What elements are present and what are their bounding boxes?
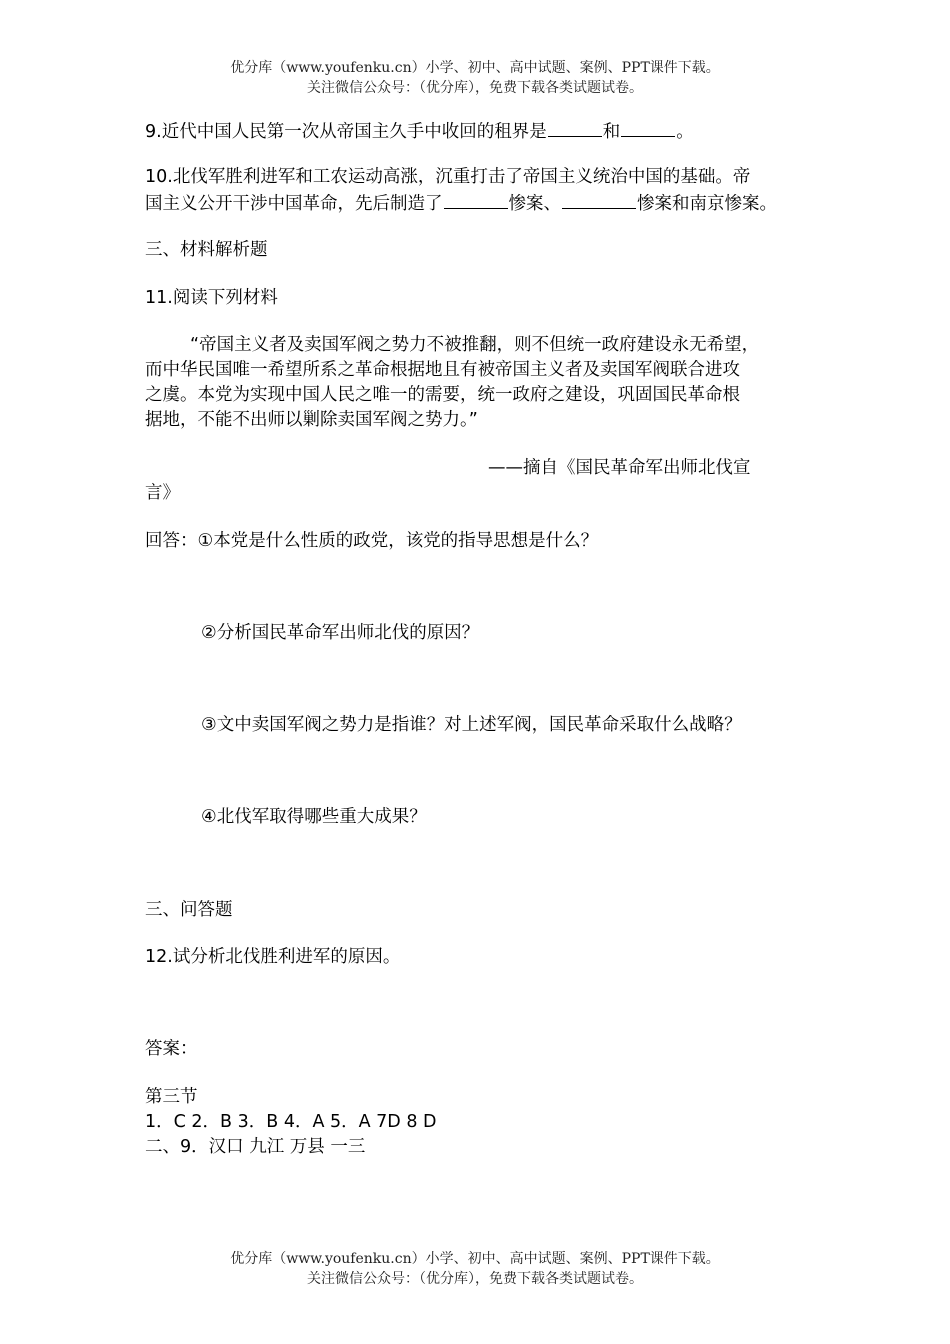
q9-text-a: 9.近代中国人民第一次从帝国主久手中收回的租界是 [145,122,547,142]
answers-line-1: 1．C 2．B 3．B 4．A 5．A 7D 8 D [145,1112,437,1132]
q10-blank-2[interactable] [562,190,636,209]
q10-text-a: 国主义公开干涉中国革命，先后制造了 [145,194,443,214]
q10-text-b: 惨案、 [508,194,561,214]
section-heading-material: 三、材料解析题 [145,240,268,260]
quote-source-end: 言》 [145,483,180,503]
q10-text-c: 惨案和南京惨案。 [637,194,777,214]
question-11-sub-1 [145,529,815,554]
quote-line-1: “帝国主义者及卖国军阀之势力不被推翻，则不但统一政府建设永无希望， [190,335,760,355]
q9-blank-2[interactable] [621,118,675,137]
question-11-title: 11.阅读下列材料 [145,288,278,308]
q10-blank-1[interactable] [444,190,508,209]
section-heading-qa: 三、问答题 [145,900,233,920]
question-9 [145,118,815,145]
quote-line-2: 而中华民国唯一希望所系之革命根据地且有被帝国主义者及卖国军阀联合进攻 [145,360,740,380]
footer-line-1: 优分库（www.youfenku.cn）小学、初中、高中试题、案例、PPT课件下载。 [230,1251,720,1267]
header-line-1: 优分库（www.youfenku.cn）小学、初中、高中试题、案例、PPT课件下载。 [230,60,720,76]
answer-prefix: 回答： [145,531,198,551]
q9-text-c: 。 [676,122,694,142]
answers-label: 答案： [145,1039,198,1059]
quote-source: ——摘自《国民革命军出师北伐宣 [488,458,751,478]
question-12: 12.试分析北伐胜利进军的原因。 [145,947,401,967]
sub-question-3: ③文中卖国军阀之势力是指谁？对上述军阀，国民革命采取什么战略？ [201,715,742,735]
quote-line-3: 之虞。本党为实现中国人民之唯一的需要，统一政府之建设，巩固国民革命根 [145,385,740,405]
sub-question-1: ①本党是什么性质的政党，该党的指导思想是什么？ [197,531,599,551]
footer-line-2: 关注微信公众号：（优分库），免费下载各类试题试卷。 [307,1271,643,1287]
page-header [0,58,950,98]
answers-line-2: 二、9．汉口 九江 万县 一三 [145,1137,366,1157]
q9-text-b: 和 [602,122,621,142]
q9-blank-1[interactable] [548,118,602,137]
sub-question-4: ④北伐军取得哪些重大成果？ [201,807,427,827]
question-10-line-1: 10.北伐军胜利进军和工农运动高涨，沉重打击了帝国主义统治中国的基础。帝 [145,167,751,187]
sub-question-2: ②分析国民革命军出师北伐的原因？ [201,623,480,643]
page-footer [0,1249,950,1289]
header-line-2: 关注微信公众号：（优分库），免费下载各类试题试卷。 [307,80,643,96]
answers-section: 第三节 [145,1087,198,1107]
quote-line-4: 据地，不能不出师以剿除卖国军阀之势力。” [145,410,478,430]
question-10-line-2 [145,190,815,217]
